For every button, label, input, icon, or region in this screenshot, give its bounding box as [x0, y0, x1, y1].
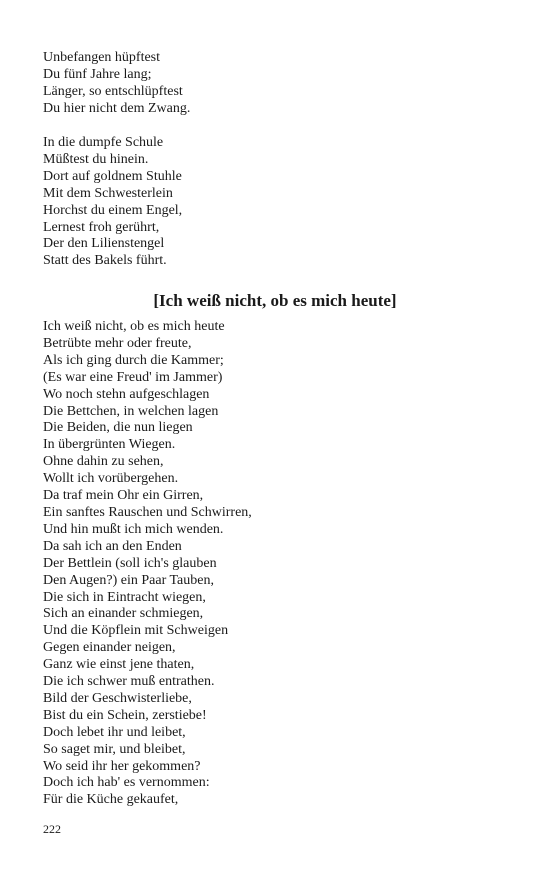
verse-line: (Es war eine Freud' im Jammer)	[43, 369, 223, 385]
verse-line: Als ich ging durch die Kammer;	[43, 352, 224, 368]
verse-line: Die Bettchen, in welchen lagen	[43, 403, 219, 419]
verse-line: So saget mir, und bleibet,	[43, 741, 186, 757]
verse-line: Wollt ich vorübergehen.	[43, 471, 179, 487]
verse-line: Ich weiß nicht, ob es mich heute	[43, 319, 225, 334]
verse-line: Die ich schwer muß entrathen.	[43, 674, 215, 690]
verse-line: Bild der Geschwisterliebe,	[43, 690, 192, 706]
verse-line: Den Augen?) ein Paar Tauben,	[43, 572, 214, 588]
verse-line: Statt des Bakels führt.	[43, 253, 167, 269]
verse-line: Gegen einander neigen,	[43, 640, 176, 656]
verse-line: Der den Lilienstengel	[43, 236, 165, 252]
verse-line: Ohne dahin zu sehen,	[43, 454, 164, 470]
verse-line: Dort auf goldnem Stuhle	[43, 168, 182, 184]
poem-stanza-2	[43, 135, 513, 270]
poem-stanza-1	[43, 50, 513, 118]
verse-line: Du fünf Jahre lang;	[43, 66, 152, 82]
verse-line: Wo seid ihr her gekommen?	[43, 758, 201, 774]
verse-line: Da traf mein Ohr ein Girren,	[43, 488, 204, 504]
verse-line: Ganz wie einst jene thaten,	[43, 657, 195, 673]
poem-title: [Ich weiß nicht, ob es mich heute]	[153, 291, 397, 310]
verse-line: Ein sanftes Rauschen und Schwirren,	[43, 504, 252, 520]
verse-line: Unbefangen hüpftest	[43, 50, 161, 65]
verse-line: Lernest froh gerührt,	[43, 219, 160, 235]
verse-line: Du hier nicht dem Zwang.	[43, 100, 191, 116]
verse-line: Betrübte mehr oder freute,	[43, 335, 192, 351]
verse-line: Müßtest du hinein.	[43, 151, 149, 167]
verse-line: Doch lebet ihr und leibet,	[43, 724, 186, 740]
verse-line: Bist du ein Schein, zerstiebe!	[43, 707, 207, 723]
verse-line: Doch ich hab' es vernommen:	[43, 775, 210, 791]
verse-line: Da sah ich an den Enden	[43, 538, 182, 554]
verse-line: Und hin mußt ich mich wenden.	[43, 521, 224, 537]
verse-line: In die dumpfe Schule	[43, 135, 164, 150]
page-number: 222	[43, 822, 61, 836]
poem-stanza-3	[43, 319, 513, 809]
verse-line: Länger, so entschlüpftest	[43, 83, 183, 99]
verse-line: Wo noch stehn aufgeschlagen	[43, 386, 210, 402]
verse-line: Der Bettlein (soll ich's glauben	[43, 555, 217, 571]
verse-line: Für die Küche gekaufet,	[43, 792, 179, 808]
verse-line: Mit dem Schwesterlein	[43, 185, 173, 201]
verse-line: Die Beiden, die nun liegen	[43, 420, 193, 436]
verse-line: Die sich in Eintracht wiegen,	[43, 589, 206, 605]
verse-line: Horchst du einem Engel,	[43, 202, 183, 218]
verse-line: Und die Köpflein mit Schweigen	[43, 623, 229, 639]
verse-line: In übergrünten Wiegen.	[43, 437, 176, 453]
verse-line: Sich an einander schmiegen,	[43, 606, 204, 622]
